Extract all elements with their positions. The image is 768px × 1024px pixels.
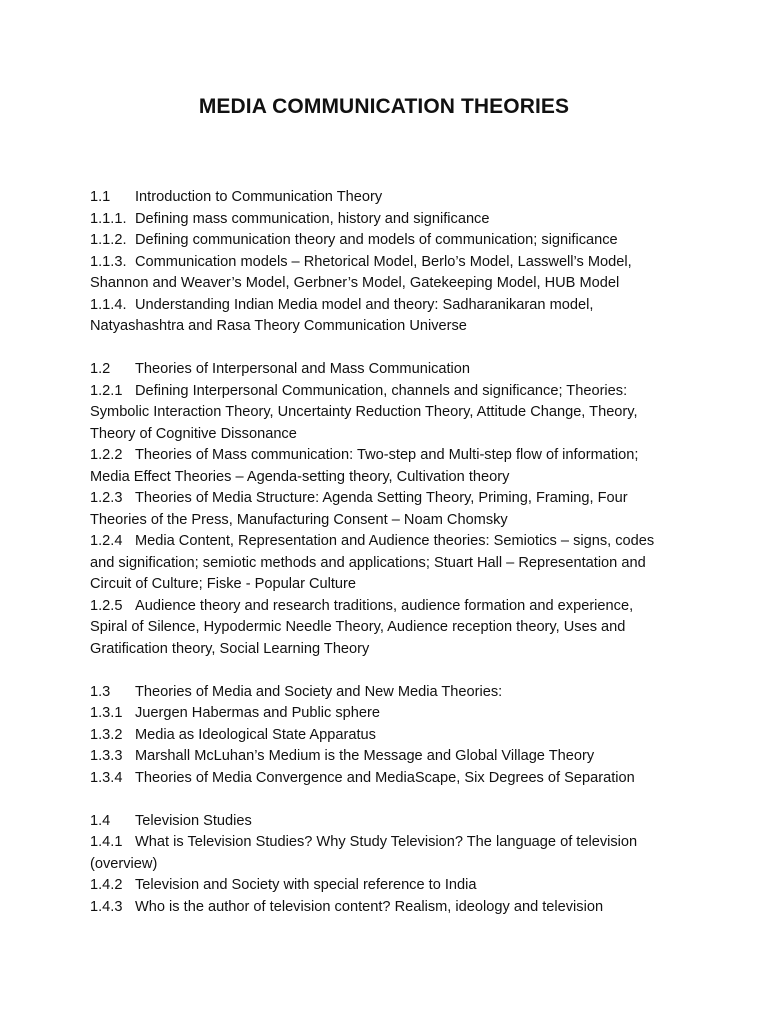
item-text: Theories of Mass communication: Two-step and Multi-step flow of information; [135, 447, 639, 463]
item-text: Defining communication theory and models of communication; significance [135, 232, 618, 248]
section-heading [90, 811, 690, 833]
list-item [90, 488, 690, 510]
item-continuation: Theories of the Press, Manufacturing Consent – Noam Chomsky [90, 511, 508, 528]
item-number: 1.4.2 [90, 877, 123, 893]
item-text: What is Television Studies? Why Study Television? The language of television [135, 834, 638, 850]
page-title: MEDIA COMMUNICATION THEORIES [198, 95, 570, 118]
item-text: Defining Interpersonal Communication, channels and significance; Theories: [135, 382, 628, 399]
item-number: 1.1.2. [90, 232, 127, 248]
section-heading-text: Theories of Media and Society and New Media Theories: [135, 683, 503, 700]
list-item [90, 897, 690, 919]
item-text: Theories of Media Structure: Agenda Setting Theory, Priming, Framing, Four [135, 490, 628, 506]
list-item [90, 295, 690, 317]
item-text: Television and Society with special reference to India [135, 877, 477, 893]
list-item [90, 832, 690, 854]
list-item [90, 381, 690, 403]
list-item [90, 746, 690, 768]
item-text: Who is the author of television content? Realism, ideology and television [135, 898, 604, 915]
item-number: 1.3.1 [90, 705, 123, 721]
section-number: 1.4 [90, 812, 111, 829]
syllabus-section [90, 682, 690, 790]
item-number: 1.2.3 [90, 490, 123, 506]
syllabus-section [90, 811, 690, 919]
item-number: 1.2.1 [90, 382, 123, 399]
list-item [90, 768, 690, 790]
item-text: Media Content, Representation and Audience theories: Semiotics – signs, codes [135, 533, 655, 549]
item-text: Media as Ideological State Apparatus [135, 726, 376, 743]
item-text: Understanding Indian Media model and theory: Sadharanikaran model, [135, 296, 594, 313]
item-text: Communication models – Rhetorical Model, Berlo’s Model, Lasswell’s Model, [135, 253, 632, 270]
item-continuation: Theory of Cognitive Dissonance [90, 425, 297, 442]
item-continuation: and signification; semiotic methods and applications; Stuart Hall – Representation and [90, 554, 646, 571]
item-continuation: (overview) [90, 855, 158, 872]
item-number: 1.1.1. [90, 210, 127, 227]
item-continuation: Shannon and Weaver’s Model, Gerbner’s Model, Gatekeeping Model, HUB Model [90, 275, 620, 291]
section-number: 1.2 [90, 361, 111, 377]
item-text: Theories of Media Convergence and MediaScape, Six Degrees of Separation [135, 769, 635, 786]
item-text: Defining mass communication, history and significance [135, 210, 490, 227]
section-heading-text: Television Studies [135, 812, 252, 829]
item-number: 1.3.2 [90, 726, 123, 743]
section-number: 1.3 [90, 683, 111, 700]
item-continuation: Gratification theory, Social Learning Theory [90, 640, 370, 657]
syllabus-section [90, 187, 690, 338]
item-continuation: Spiral of Silence, Hypodermic Needle Theory, Audience reception theory, Uses and [90, 619, 626, 635]
item-number: 1.1.3. [90, 253, 127, 270]
section-heading [90, 682, 690, 704]
list-item [90, 531, 690, 553]
section-heading [90, 359, 690, 381]
list-item [90, 703, 690, 725]
list-item [90, 596, 690, 618]
list-item [90, 209, 690, 231]
item-text: Juergen Habermas and Public sphere [135, 705, 380, 721]
item-number: 1.3.4 [90, 769, 123, 786]
item-continuation: Circuit of Culture; Fiske - Popular Culture [90, 576, 357, 592]
item-text: Audience theory and research traditions, audience formation and experience, [135, 597, 634, 614]
section-heading-text: Theories of Interpersonal and Mass Communication [135, 361, 471, 377]
syllabus-content [90, 187, 690, 940]
section-number: 1.1 [90, 189, 111, 205]
list-item [90, 230, 690, 252]
section-heading-text: Introduction to Communication Theory [135, 189, 383, 205]
item-number: 1.4.1 [90, 834, 123, 850]
item-number: 1.3.3 [90, 748, 123, 764]
item-continuation: Natyashashtra and Rasa Theory Communication Universe [90, 318, 467, 334]
item-continuation: Media Effect Theories – Agenda-setting theory, Cultivation theory [90, 468, 510, 485]
list-item [90, 445, 690, 467]
list-item [90, 875, 690, 897]
syllabus-section [90, 359, 690, 660]
item-text: Marshall McLuhan’s Medium is the Message and Global Village Theory [135, 748, 595, 764]
item-number: 1.4.3 [90, 898, 123, 915]
item-number: 1.1.4. [90, 296, 127, 313]
item-number: 1.2.4 [90, 533, 123, 549]
item-continuation: Symbolic Interaction Theory, Uncertainty Reduction Theory, Attitude Change, Theory, [90, 404, 638, 420]
item-number: 1.2.2 [90, 447, 123, 463]
section-heading [90, 187, 690, 209]
item-number: 1.2.5 [90, 597, 123, 614]
list-item [90, 725, 690, 747]
list-item [90, 252, 690, 274]
